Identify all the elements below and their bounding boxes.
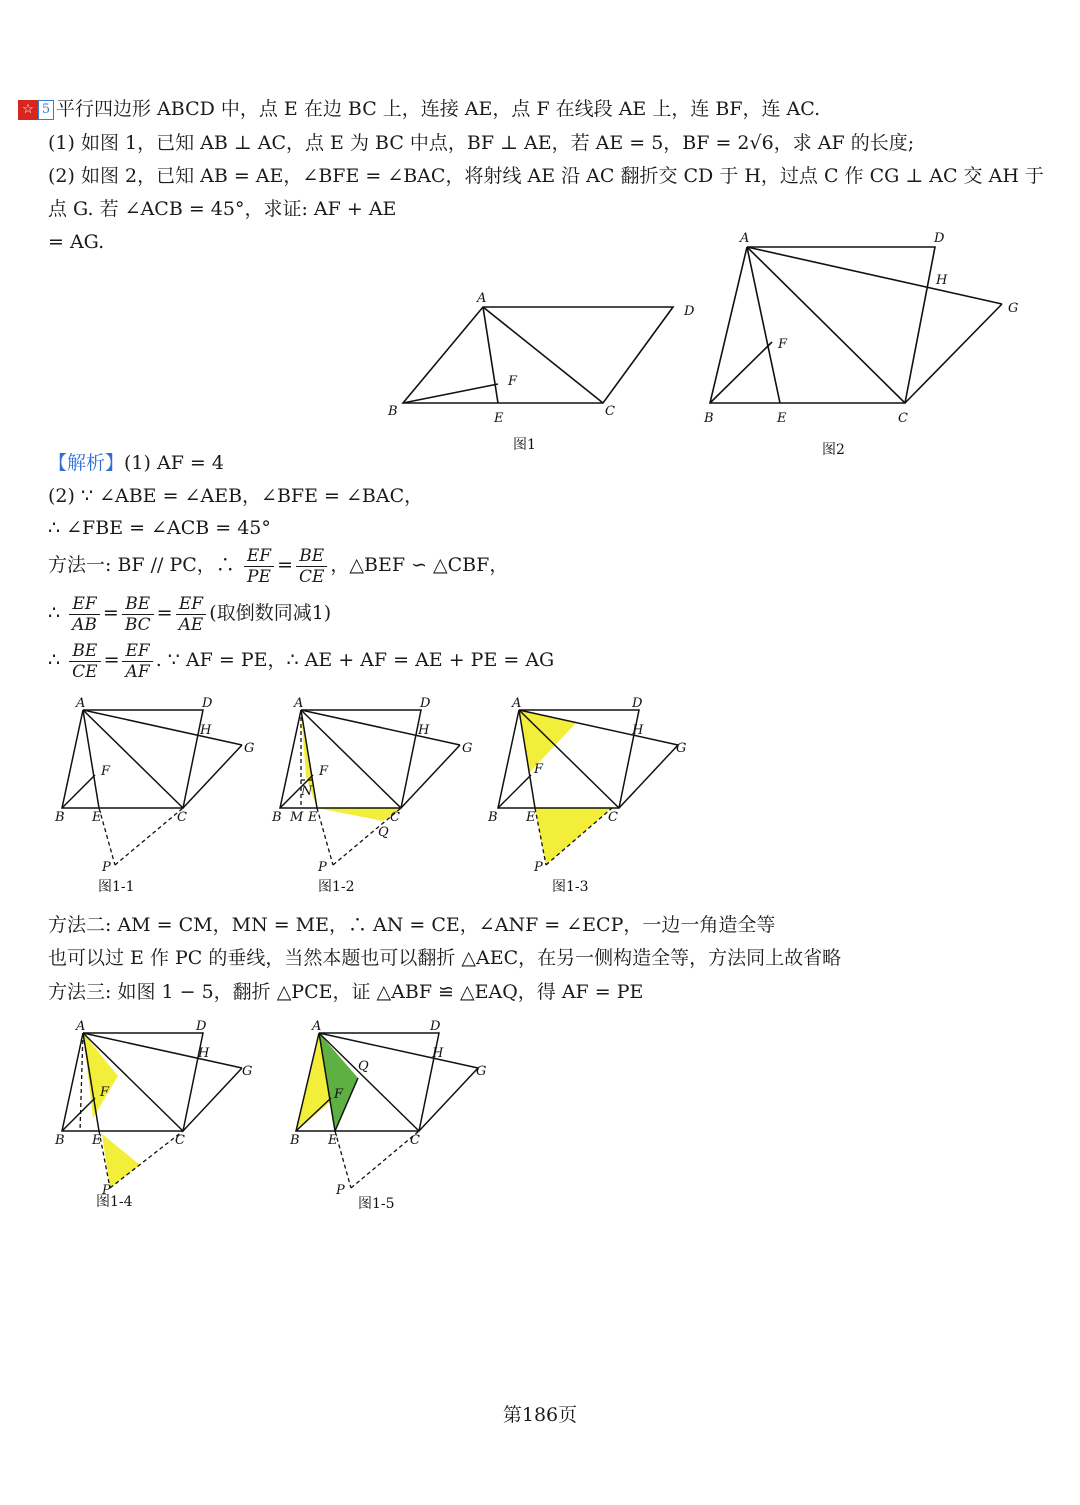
fig12-label-h: H [418,723,430,738]
fraction-ef-pe [244,546,274,587]
fig11-label-a: A [76,696,86,711]
fig2-label-d: D [934,231,945,246]
fig13-label-c: C [608,810,618,825]
fig2-label-b: B [704,411,714,426]
fig11-label-p: P [102,860,111,875]
page-number: 第186页 [502,1404,578,1426]
fig2-label-g: G [1008,301,1019,316]
fig14-label-h: H [198,1046,210,1061]
fig15-caption: 图1-5 [358,1196,395,1212]
fig2-caption: 图2 [822,442,845,458]
fig13-label-p: P [534,860,543,875]
figure-1-5 [286,1018,496,1218]
fraction-ef-af [122,641,152,682]
fig14-label-e: E [92,1133,102,1148]
fig14-label-d: D [196,1019,207,1034]
fig11-caption: 图1-1 [98,879,135,895]
fig13-label-d: D [632,696,643,711]
star-icon: ☆ [18,100,38,120]
method2-note: 也可以过 E 作 PC 的垂线，当然本题也可以翻折 △AEC，在另一侧构造全等，方法同上故省略 [48,947,842,969]
fig12-label-a: A [294,696,304,711]
fig15-label-d: D [430,1019,441,1034]
fig11-label-d: D [202,696,213,711]
fig12-label-b: B [272,810,282,825]
frac-den: PE [247,566,271,587]
fig2-label-f: F [778,337,788,352]
problem-part2-line3: = AG. [48,231,105,253]
fig1-label-f: F [508,374,518,389]
fig12-label-m: M [290,810,304,825]
fig1-label-a: A [477,291,487,306]
solution-line6: ∴ $\frac{BE}{CE}$ = $\frac{EF}{AF}$ . ∵ AF = PE，∴ AE + AF = AE + PE = AG [48,640,555,682]
frac-num: EF [69,594,100,615]
fig14-label-b: B [55,1133,65,1148]
fig15-label-q: Q [358,1059,369,1074]
fig15-label-b: B [290,1133,300,1148]
fraction-be-ce [69,641,100,682]
fig12-label-p: P [318,860,327,875]
fig13-label-g: G [676,741,687,756]
shaded-triangle-pce [102,1134,140,1188]
fig12-label-g: G [462,741,473,756]
fig14-caption: 图1-4 [96,1194,133,1210]
fig11-label-e: E [92,810,102,825]
figure-1 [380,285,710,460]
method3-line: 方法三: 如图 1 − 5，翻折 △PCE，证 △ABF ≌ △EAQ，得 AF = PE [48,981,644,1003]
shaded-triangle-bottom [535,808,612,865]
fig11-label-f: F [101,764,111,779]
fig14-label-f: F [100,1085,110,1100]
frac-num: EF [244,546,274,567]
frac-num: EF [176,594,207,615]
fig2-label-h: H [936,273,948,288]
fraction-ef-ae [176,594,207,635]
frac-den: AE [178,614,204,635]
fig2-label-a: A [740,231,750,246]
fig11-label-b: B [55,810,65,825]
fig11-label-c: C [177,810,187,825]
frac-num: EF [122,641,152,662]
fig15-label-a: A [312,1019,322,1034]
solution-line3: ∴ ∠FBE = ∠ACB = 45° [48,517,271,539]
fig13-label-h: H [632,723,644,738]
problem-number: 5 [38,100,54,120]
problem-part2-line1: (2) 如图 2，已知 AB = AE，∠BFE = ∠BAC，将射线 AE 沿 AC 翻折交 CD 于 H，过点 C 作 CG ⊥ AC 交 AH 于 [48,165,1044,187]
solution-line5: ∴ $\frac{EF}{AB}$ = $\frac{BE}{BC}$ = $\frac{EF}{AE}$ (取倒数同减1) [48,593,332,635]
fig2-label-c: C [898,411,908,426]
fig13-caption: 图1-3 [552,879,589,895]
fig12-caption: 图1-2 [318,879,355,895]
reciprocal-note: (取倒数同减1) [209,602,332,624]
frac-num: BE [122,594,154,615]
fig13-label-f: F [534,762,544,777]
fig1-label-c: C [605,404,615,419]
solution-answer1 [48,451,224,475]
fig12-label-n: N [301,784,313,799]
figure-1-4 [50,1018,260,1218]
method1-line: 方法一: BF // PC，∴ $\frac{EF}{PE}$ = $\frac{BE}{CE}$ ，△BEF ∽ △CBF， [48,545,509,587]
fig14-label-a: A [76,1019,86,1034]
fig11-label-g: G [244,741,255,756]
fig1-label-d: D [684,304,695,319]
frac-num: BE [69,641,100,662]
figure-2 [700,230,1040,465]
figure-1-2 [268,695,478,900]
method2-line: 方法二: AM = CM，MN = ME，∴ AN = CE，∠ANF = ∠ECP，一边一角造全等 [48,914,776,936]
fig1-label-b: B [388,404,398,419]
answer-1-text: (1) AF = 4 [124,452,224,474]
fig12-label-q: Q [378,825,389,840]
frac-den: BC [124,614,151,635]
frac-num: BE [296,546,327,567]
fig2-label-e: E [777,411,787,426]
fraction-be-ce [296,546,327,587]
frac-den: AF [125,661,150,682]
fig13-label-a: A [512,696,522,711]
conclusion-text: . ∵ AF = PE，∴ AE + AF = AE + PE = AG [155,649,555,671]
problem-intro-text: 平行四边形 ABCD 中，点 E 在边 BC 上，连接 AE，点 F 在线段 AE 上，连 BF，连 AC. [56,98,821,120]
fraction-ef-ab [69,594,100,635]
problem-part2-line2: 点 G. 若 ∠ACB = 45°，求证: AF + AE [48,198,397,220]
fig13-label-b: B [488,810,498,825]
frac-den: CE [298,566,325,587]
frac-den: AB [72,614,97,635]
solution-line2: (2) ∵ ∠ABE = ∠AEB，∠BFE = ∠BAC， [48,485,424,507]
fig15-label-e: E [328,1133,338,1148]
figure-1-1 [50,695,260,900]
fig15-label-g: G [476,1064,487,1079]
therefore-symbol: ∴ [48,602,61,624]
fig12-label-e: E [308,810,318,825]
fig11-label-h: H [200,723,212,738]
figure-1-3 [486,695,696,900]
fig15-label-h: H [432,1046,444,1061]
fig1-caption: 图1 [513,437,536,453]
fig12-label-f: F [319,764,329,779]
fig1-label-e: E [494,411,504,426]
frac-den: CE [72,661,98,682]
therefore-symbol: ∴ [48,649,61,671]
fig15-label-c: C [410,1133,420,1148]
fraction-be-bc [122,594,154,635]
fig15-label-p: P [336,1183,345,1198]
method1-suffix: ，△BEF ∽ △CBF， [330,554,509,576]
fig12-label-d: D [420,696,431,711]
fig14-label-p: P [102,1183,111,1198]
fig15-label-f: F [334,1087,344,1102]
fig14-label-c: C [175,1133,185,1148]
solution-label: 【解析】 [48,452,125,474]
method1-prefix: 方法一: BF // PC，∴ [48,554,235,576]
problem-intro [18,97,820,121]
fig14-label-g: G [242,1064,253,1079]
problem-part1: (1) 如图 1，已知 AB ⊥ AC，点 E 为 BC 中点，BF ⊥ AE，若 AE = 5，BF = 2√6，求 AF 的长度; [48,132,915,154]
fig12-label-c: C [390,810,400,825]
fig13-label-e: E [526,810,536,825]
